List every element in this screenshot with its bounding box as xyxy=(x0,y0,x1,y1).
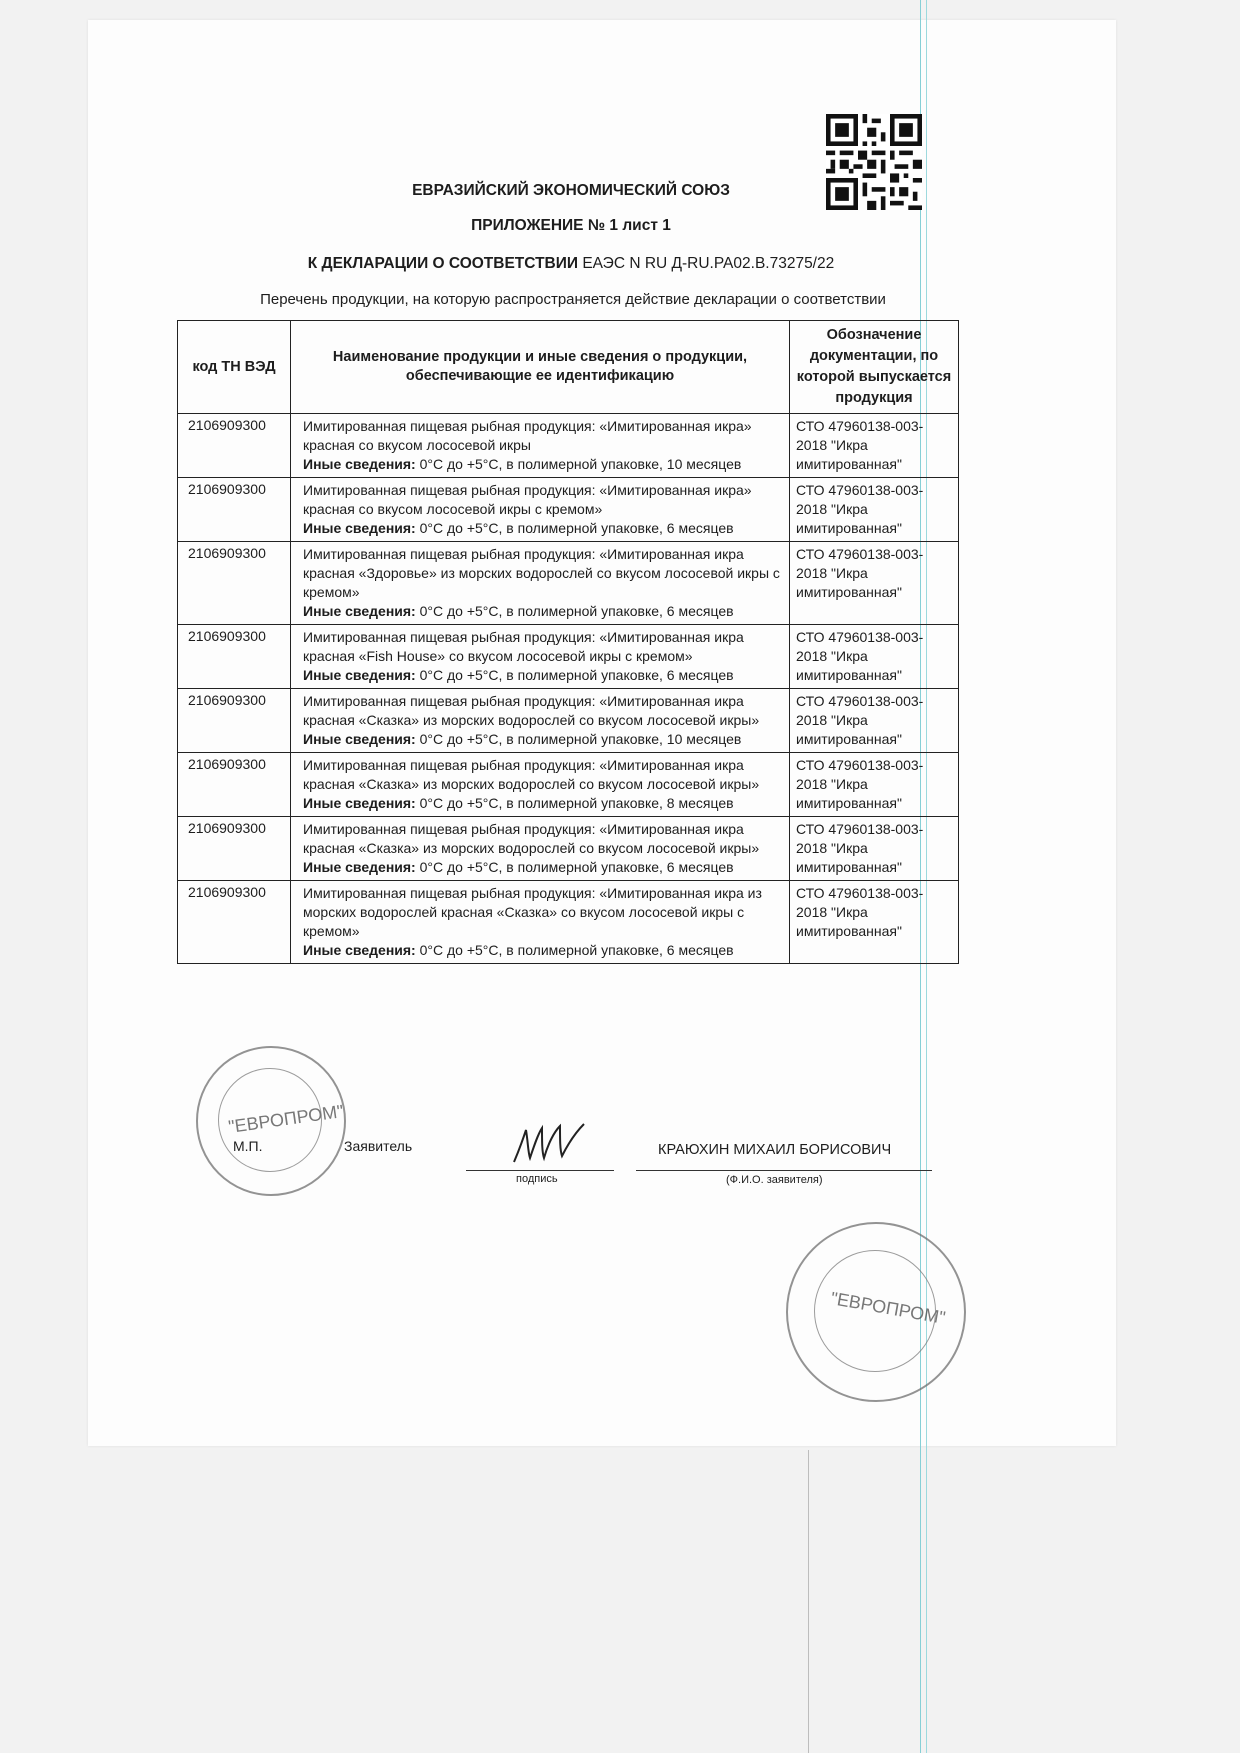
product-cell xyxy=(291,478,790,542)
table-row xyxy=(178,689,959,753)
declaration-number: ЕАЭС N RU Д-RU.PA02.B.73275/22 xyxy=(582,255,835,272)
product-name: Имитированная пищевая рыбная продукция: «Имитированная икра красная «Здоровье» из морских водорослей со вкусом лососевой икры с кремом» xyxy=(303,546,780,600)
documentation-cell: СТО 47960138-003-2018 "Икра имитированная" xyxy=(790,478,959,542)
scan-artifact-line xyxy=(808,1450,809,1753)
product-info xyxy=(303,602,783,621)
hs-code-cell: 2106909300 xyxy=(178,478,291,542)
name-caption: (Ф.И.О. заявителя) xyxy=(726,1174,823,1186)
applicant-label: Заявитель xyxy=(344,1138,413,1154)
info-label: Иные сведения: xyxy=(303,456,416,472)
documentation-cell: СТО 47960138-003-2018 "Икра имитированная" xyxy=(790,542,959,625)
product-name: Имитированная пищевая рыбная продукция: «Имитированная икра» красная со вкусом лососевой икры с кремом» xyxy=(303,482,752,517)
product-name: Имитированная пищевая рыбная продукция: «Имитированная икра красная «Fish House» со вкусом лососевой икры с кремом» xyxy=(303,629,744,664)
product-cell xyxy=(291,881,790,964)
hs-code-cell: 2106909300 xyxy=(178,414,291,478)
product-cell xyxy=(291,414,790,478)
info-label: Иные сведения: xyxy=(303,731,416,747)
product-cell xyxy=(291,753,790,817)
stamp-text: "ЕВРОПРОМ" xyxy=(829,1288,947,1328)
product-info xyxy=(303,941,783,960)
info-label: Иные сведения: xyxy=(303,795,416,811)
hs-code-cell: 2106909300 xyxy=(178,542,291,625)
union-title: ЕВРАЗИЙСКИЙ ЭКОНОМИЧЕСКИЙ СОЮЗ xyxy=(412,182,730,199)
product-name: Имитированная пищевая рыбная продукция: «Имитированная икра красная «Сказка» из морских водорослей со вкусом лососевой икры» xyxy=(303,757,760,792)
documentation-cell: СТО 47960138-003-2018 "Икра имитированная" xyxy=(790,817,959,881)
name-line xyxy=(636,1170,932,1171)
hs-code-cell: 2106909300 xyxy=(178,625,291,689)
hs-code-cell: 2106909300 xyxy=(178,689,291,753)
product-info xyxy=(303,666,783,685)
info-label: Иные сведения: xyxy=(303,859,416,875)
document-subtitle: Перечень продукции, на которую распространяется действие декларации о соответствии xyxy=(260,291,886,308)
info-value: 0°С до +5°С, в полимерной упаковке, 6 месяцев xyxy=(419,942,734,958)
info-value: 0°С до +5°С, в полимерной упаковке, 6 месяцев xyxy=(419,603,734,619)
info-value: 0°С до +5°С, в полимерной упаковке, 6 месяцев xyxy=(419,667,734,683)
product-name: Имитированная пищевая рыбная продукция: «Имитированная икра красная «Сказка» из морских водорослей со вкусом лососевой икры» xyxy=(303,693,760,728)
hs-code-cell: 2106909300 xyxy=(178,817,291,881)
product-cell xyxy=(291,689,790,753)
applicant-name: КРАЮХИН МИХАИЛ БОРИСОВИЧ xyxy=(658,1142,892,1158)
info-label: Иные сведения: xyxy=(303,942,416,958)
info-value: 0°С до +5°С, в полимерной упаковке, 8 месяцев xyxy=(419,795,734,811)
table-row xyxy=(178,542,959,625)
table-row xyxy=(178,414,959,478)
table-row xyxy=(178,881,959,964)
column-header-doc: Обозначение документации, по которой выпускается продукция xyxy=(790,321,959,414)
info-value: 0°С до +5°С, в полимерной упаковке, 10 месяцев xyxy=(419,456,742,472)
documentation-cell: СТО 47960138-003-2018 "Икра имитированная" xyxy=(790,753,959,817)
signature-line xyxy=(466,1170,614,1171)
table-row xyxy=(178,753,959,817)
product-info xyxy=(303,730,783,749)
hs-code-cell: 2106909300 xyxy=(178,881,291,964)
product-cell xyxy=(291,542,790,625)
product-cell xyxy=(291,625,790,689)
info-label: Иные сведения: xyxy=(303,603,416,619)
products-table xyxy=(177,320,959,964)
documentation-cell: СТО 47960138-003-2018 "Икра имитированная" xyxy=(790,625,959,689)
hs-code-cell: 2106909300 xyxy=(178,753,291,817)
product-name: Имитированная пищевая рыбная продукция: «Имитированная икра» красная со вкусом лососевой икры xyxy=(303,418,752,453)
seal-place-label: М.П. xyxy=(233,1138,263,1154)
company-stamp xyxy=(786,1222,966,1402)
product-cell xyxy=(291,817,790,881)
documentation-cell: СТО 47960138-003-2018 "Икра имитированная" xyxy=(790,414,959,478)
product-info xyxy=(303,858,783,877)
info-value: 0°С до +5°С, в полимерной упаковке, 6 месяцев xyxy=(419,520,734,536)
documentation-cell: СТО 47960138-003-2018 "Икра имитированная" xyxy=(790,689,959,753)
stamp-text: "ЕВРОПРОМ" xyxy=(227,1101,345,1137)
handwritten-signature xyxy=(510,1118,590,1170)
info-value: 0°С до +5°С, в полимерной упаковке, 6 месяцев xyxy=(419,859,734,875)
product-info xyxy=(303,519,783,538)
column-header-code: код ТН ВЭД xyxy=(178,321,291,414)
column-header-name: Наименование продукции и иные сведения о продукции, обеспечивающие ее идентификацию xyxy=(291,321,790,414)
documentation-cell: СТО 47960138-003-2018 "Икра имитированная" xyxy=(790,881,959,964)
declaration-title xyxy=(112,255,1030,273)
product-info xyxy=(303,794,783,813)
info-label: Иные сведения: xyxy=(303,667,416,683)
table-header-row xyxy=(178,321,959,414)
table-body xyxy=(178,414,959,964)
table-row xyxy=(178,625,959,689)
product-info xyxy=(303,455,783,474)
info-value: 0°С до +5°С, в полимерной упаковке, 10 месяцев xyxy=(419,731,742,747)
signature-caption: подпись xyxy=(516,1173,558,1185)
table-row xyxy=(178,478,959,542)
declaration-prefix: К ДЕКЛАРАЦИИ О СООТВЕТСТВИИ xyxy=(307,255,579,272)
info-label: Иные сведения: xyxy=(303,520,416,536)
product-name: Имитированная пищевая рыбная продукция: «Имитированная икра из морских водорослей красная «Сказка» со вкусом лососевой икры с кремом» xyxy=(303,885,762,939)
table-row xyxy=(178,817,959,881)
company-stamp xyxy=(196,1046,346,1196)
product-name: Имитированная пищевая рыбная продукция: «Имитированная икра красная «Сказка» из морских водорослей со вкусом лососевой икры» xyxy=(303,821,760,856)
appendix-title: ПРИЛОЖЕНИЕ № 1 лист 1 xyxy=(471,217,671,234)
